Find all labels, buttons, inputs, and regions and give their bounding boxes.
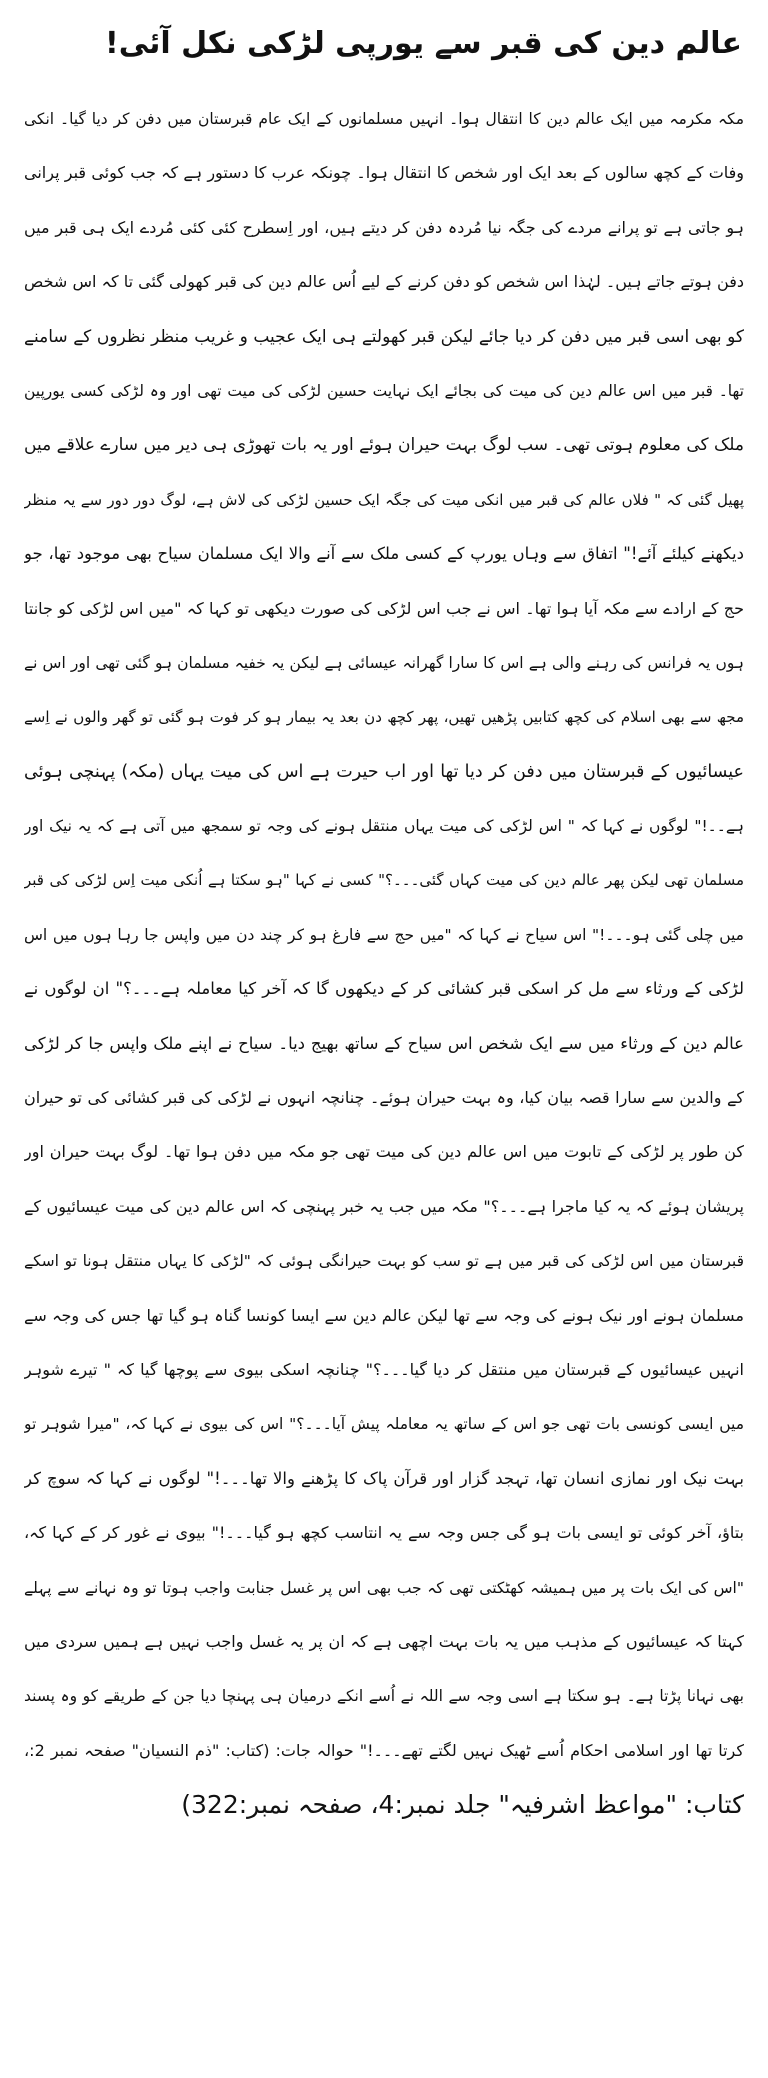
article-line: تھا۔ قبر میں اس عالم دین کی میت کی بجائے ایک نہایت حسین لڑکی کی میت تھی اور وہ لڑکی کسی یورپین: [24, 381, 744, 400]
article-line: کرتا تھا اور اسلامی احکام اُسے ٹھیک نہیں لگتے تھے۔۔۔!" حوالہ جات: (کتاب: "ذم النسیان" صفحہ نمبر 2:،: [24, 1740, 744, 1760]
article-line: پھیل گئی کہ " فلاں عالم کی قبر میں انکی میت کی جگہ ایک حسین لڑکی کی لاش ہے، لوگ دور دور سے یہ منظر: [24, 490, 744, 509]
article-line: پریشان ہوئے کہ یہ کیا ماجرا ہے۔۔۔؟" مکہ میں جب یہ خبر پہنچی کہ اس عالم دین کی میت عیسائیوں کے: [24, 1196, 744, 1216]
article-line: حج کے ارادے سے مکہ آیا ہوا تھا۔ اس نے جب اس لڑکی کی صورت دیکھی تو کہا کہ "میں اس لڑکی کو جانتا: [24, 598, 744, 618]
article-line: دیکھنے کیلئے آئے!" اتفاق سے وہاں یورپ کے کسی ملک سے آنے والا ایک مسلمان سیاح بھی موجود تھا، جو: [24, 544, 744, 564]
article-line: بھی نہانا پڑتا ہے۔ ہو سکتا ہے اسی وجہ سے اللہ نے اُسے انکے درمیان ہی پہنچا دیا جن کے طریقے کو وہ پسند: [24, 1687, 744, 1706]
article-line: کو بھی اسی قبر میں دفن کر دیا جائے لیکن قبر کھولتے ہی ایک عجیب و غریب منظر نظروں کے سامنے: [24, 326, 744, 347]
article-title: عالم دین کی قبر سے یورپی لڑکی نکل آئی!: [105, 26, 742, 61]
article-line: میں ایسی کونسی بات تھی جو اس کے ساتھ یہ معاملہ پیش آیا۔۔۔؟" اس کی بیوی نے کہا کہ، "میرا شوہر تو: [24, 1415, 744, 1434]
article-line: میں چلی گئی ہو۔۔۔!" اس سیاح نے کہا کہ "میں حج سے فارغ ہو کر چند دن میں واپس جا رہا ہوں میں اس: [24, 925, 744, 944]
article-line: ہو جاتی ہے تو پرانے مردے کی جگہ نیا مُردہ دفن کر دیتے ہیں، اور اِسطرح کئی کئی مُردے ایک ہی قبر میں: [24, 217, 744, 237]
article-line: بہت نیک اور نمازی انسان تھا، تہجد گزار اور قرآن پاک کا پڑھنے والا تھا۔۔۔!" لوگوں نے کہا کہ سوچ کر: [24, 1468, 744, 1488]
article-line: دفن ہوتے جاتے ہیں۔ لہٰذا اس شخص کو دفن کرنے کے لیے اُس عالم دین کی قبر کھولی گئی تا کہ اس شخص: [24, 272, 744, 292]
article-line: قبرستان میں اس لڑکی کی قبر میں ہے تو سب کو بہت حیرانگی ہوئی کہ "لڑکی کا یہاں منتقل ہونا تو اسکے: [24, 1252, 744, 1271]
article-line: مجھ سے بھی اسلام کی کچھ کتابیں پڑھیں تھیں، پھر کچھ دن بعد یہ بیمار ہو کر فوت ہو گئی تو گھر والوں نے اِسے: [24, 708, 744, 727]
article-line: کتاب: "مواعظ اشرفیہ" جلد نمبر:4، صفحہ نمبر:322): [181, 1790, 744, 1820]
article-body: [24, 92, 744, 1833]
article-line: ملک کی معلوم ہوتی تھی۔ سب لوگ بہت حیران ہوئے اور یہ بات تھوڑی ہی دیر میں سارے علاقے میں: [24, 435, 744, 456]
article-line: ہوں یہ فرانس کی رہنے والی ہے اس کا سارا گھرانہ عیسائی ہے لیکن یہ خفیہ مسلمان ہو گئی تھی اور اس نے: [24, 653, 744, 672]
article-line: مسلمان ہونے اور نیک ہونے کی وجہ سے تھا لیکن عالم دین سے ایسا کونسا گناہ ہو گیا تھا جس کی وجہ سے: [24, 1305, 744, 1325]
article-line: لڑکی کے ورثاء سے مل کر اسکی قبر کشائی کر کے دیکھوں گا کہ آخر کیا معاملہ ہے۔۔۔؟" ان لوگوں نے: [24, 979, 744, 999]
article-line: کے والدین سے سارا قصہ بیان کیا، وہ بہت حیران ہوئے۔ چنانچہ انہوں نے لڑکی کی قبر کشائی کی تو حیران: [24, 1088, 744, 1108]
article-line: کہتا کہ عیسائیوں کے مذہب میں یہ بات بہت اچھی ہے کہ ان پر یہ غسل واجب نہیں ہے ہمیں سردی میں: [24, 1631, 744, 1651]
article-line: کن طور پر لڑکی کے تابوت میں اس عالم دین کی میت تھی جو مکہ میں دفن ہوا تھا۔ لوگ بہت حیران اور: [24, 1142, 744, 1162]
article-line: عالم دین کے ورثاء میں سے ایک شخص اس سیاح کے ساتھ بھیج دیا۔ سیاح نے اپنے ملک واپس جا کر لڑکی: [24, 1033, 744, 1053]
article-line: "اس کی ایک بات پر میں ہمیشہ کھٹکتی تھی کہ جب بھی اس پر غسل جنابت واجب ہوتا تو وہ نہانے سے پہلے: [24, 1578, 744, 1597]
article-line: ہے۔۔!" لوگوں نے کہا کہ " اس لڑکی کی میت یہاں منتقل ہونے کی وجہ تو سمجھ میں آتی ہے کہ یہ نیک اور: [24, 817, 744, 836]
article-line: وفات کے کچھ سالوں کے بعد ایک اور شخص کا انتقال ہوا۔ چونکہ عرب کا دستور ہے کہ جب کوئی قبر پرانی: [24, 163, 744, 183]
article-line: بتاؤ، آخر کوئی تو ایسی بات ہو گی جس وجہ سے یہ انتاسب کچھ ہو گیا۔۔۔!" بیوی نے غور کر کے کہا کہ،: [24, 1523, 744, 1543]
article-line: مکہ مکرمہ میں ایک عالم دین کا انتقال ہوا۔ انہیں مسلمانوں کے ایک عام قبرستان میں دفن کر دیا گیا۔ انکی: [24, 110, 744, 128]
article-line: انہیں عیسائیوں کے قبرستان میں منتقل کر دیا گیا۔۔۔؟" چنانچہ اسکی بیوی سے پوچھا گیا کہ " تیرے شوہر: [24, 1359, 744, 1379]
article-line: مسلمان تھی لیکن پھر عالم دین کی میت کہاں گئی۔۔۔؟" کسی نے کہا "ہو سکتا ہے اُنکی میت اِس لڑکی کی قبر: [24, 871, 744, 890]
article-line: عیسائیوں کے قبرستان میں دفن کر دیا تھا اور اب حیرت ہے اس کی میت یہاں (مکہ) پہنچی ہوئی: [24, 761, 744, 782]
